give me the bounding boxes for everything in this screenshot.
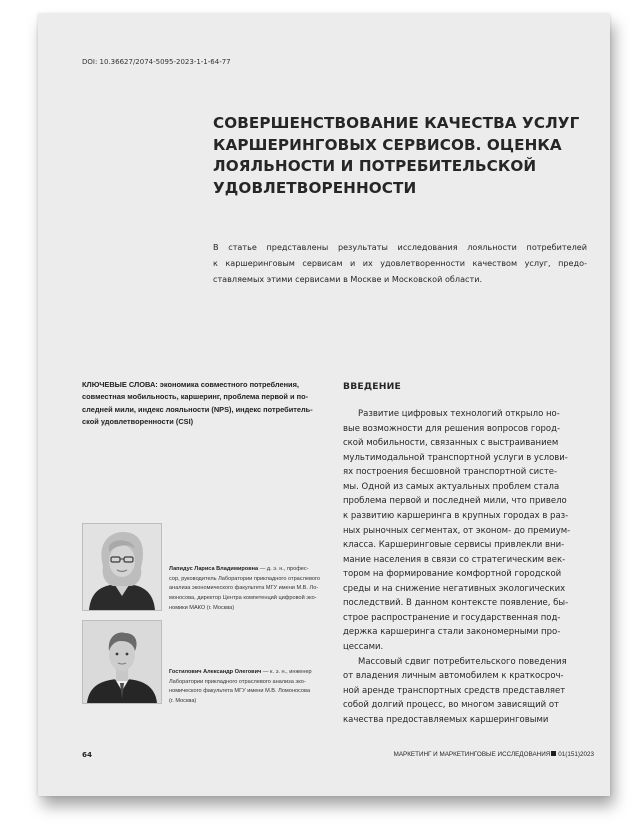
body-line: последствий. В данном контексте появление, бы- — [343, 598, 569, 609]
title-line: СОВЕРШЕНСТВОВАНИЕ КАЧЕСТВА УСЛУГ — [213, 114, 580, 132]
issue-number: 01(151)2023 — [558, 751, 594, 758]
journal-page — [38, 14, 610, 796]
abstract — [213, 240, 587, 287]
title-line: УДОВЛЕТВОРЕННОСТИ — [213, 178, 417, 197]
keywords-line: следней мили, индекс лояльности (NPS), индекс потребитель- — [82, 404, 313, 414]
body-line: класса. Каршеринговые сервисы привлекли вни- — [343, 540, 565, 551]
keywords-block — [82, 379, 322, 428]
body-text — [343, 407, 593, 727]
keywords-line: совместная мобильность, каршеринг, проблема первой и по- — [82, 392, 309, 402]
journal-name: МАРКЕТИНГ И МАРКЕТИНГОВЫЕ ИССЛЕДОВАНИЯ — [393, 751, 551, 758]
body-line: мультимодальной транспортной услуги в услови- — [343, 452, 568, 463]
keywords-line: КЛЮЧЕВЫЕ СЛОВА: экономика совместного потребления, — [82, 380, 299, 389]
body-line: мание населения в связи со стратегическим век- — [343, 554, 566, 565]
author-name: Гостилович Александр Олегович — [169, 669, 262, 675]
body-line: ных рыночных сегментах, от эконом- до премиум- — [343, 525, 571, 536]
body-line: среды и на снижение негативных экологических — [343, 583, 566, 594]
author-bio-line: номики МАКО (г. Москва) — [169, 604, 235, 611]
author-bio-line: моносова, директор Центра компетенций цифровой эко- — [169, 595, 317, 602]
author-bio-line: сор, руководитель Лаборатории прикладного отраслевого — [169, 575, 321, 582]
body-line: цессами. — [343, 642, 384, 652]
author-photo-gostilovich — [82, 620, 162, 704]
abstract-line: ставляемых этими сервисами в Москве и Московской области. — [213, 273, 483, 284]
body-line: тором на формирование комфортной городской — [343, 569, 562, 580]
body-line: вые возможности для решения вопросов город- — [343, 423, 561, 434]
body-line: Развитие цифровых технологий открыло но- — [358, 409, 560, 419]
body-line: строе распространение и государственная под- — [343, 612, 561, 623]
author-bio-line: — д. э. н., профес- — [258, 566, 309, 572]
title-line: ЛОЯЛЬНОСТИ И ПОТРЕБИТЕЛЬСКОЙ — [213, 157, 537, 175]
body-line: от владения личным автомобилем к краткосроч- — [343, 671, 564, 682]
abstract-line: В статье представлены результаты исследования лояльности потребителей — [213, 242, 587, 252]
portrait-man-icon — [83, 621, 161, 703]
author-bio-line: (г. Москва) — [169, 698, 197, 705]
doi-line: DOI: 10.36627/2074-5095-2023-1-1-64-77 — [82, 58, 231, 66]
square-bullet-icon — [551, 751, 556, 756]
page-number: 64 — [82, 750, 93, 759]
body-line: собой долгий процесс, во многом зависящий от — [343, 700, 560, 711]
portrait-woman-icon — [83, 524, 161, 610]
author-bio-line: номического факультета МГУ имени М.В. Ломоносова — [169, 688, 311, 695]
author-name: Лапидус Лариса Владимировна — [169, 566, 259, 572]
author-bio-line: Лаборатории прикладного отраслевого анализа эко- — [169, 678, 306, 685]
body-line: ях построения бесшовной транспортной систе- — [343, 467, 558, 478]
body-line: качества предоставляемых каршеринговыми — [343, 714, 549, 725]
article-title — [213, 113, 593, 199]
body-line: ной аренде транспортных средств представляет — [343, 685, 566, 696]
body-line: проблема первой и последней мили, что привело — [343, 496, 567, 507]
abstract-line: к каршеринговым сервисам и их удовлетворенности качеством услуг, предо- — [213, 257, 587, 268]
running-footer — [394, 751, 594, 758]
body-line: к развитию каршеринга в крупных городах в раз- — [343, 510, 569, 521]
author-bio-line: анализа экономического факультета МГУ имени М.В. Ло- — [169, 585, 319, 592]
body-line: Массовый сдвиг потребительского поведения — [358, 656, 567, 667]
section-heading-introduction: ВВЕДЕНИЕ — [343, 381, 401, 392]
author-bio-lapidus — [169, 565, 319, 614]
body-line: ской мобильности, связанных с выстраиванием — [343, 438, 559, 449]
body-line: мы. Одной из самых актуальных проблем стала — [343, 481, 560, 492]
author-bio-line: — к. э. н., инженер — [261, 669, 312, 675]
body-line: держка каршеринга стали закономерными про- — [343, 627, 561, 638]
author-photo-lapidus — [82, 523, 162, 611]
title-line: КАРШЕРИНГОВЫХ СЕРВИСОВ. ОЦЕНКА — [213, 135, 562, 154]
keywords-line: ской удовлетворенности (CSI) — [82, 416, 194, 426]
author-bio-gostilovich — [169, 668, 319, 707]
